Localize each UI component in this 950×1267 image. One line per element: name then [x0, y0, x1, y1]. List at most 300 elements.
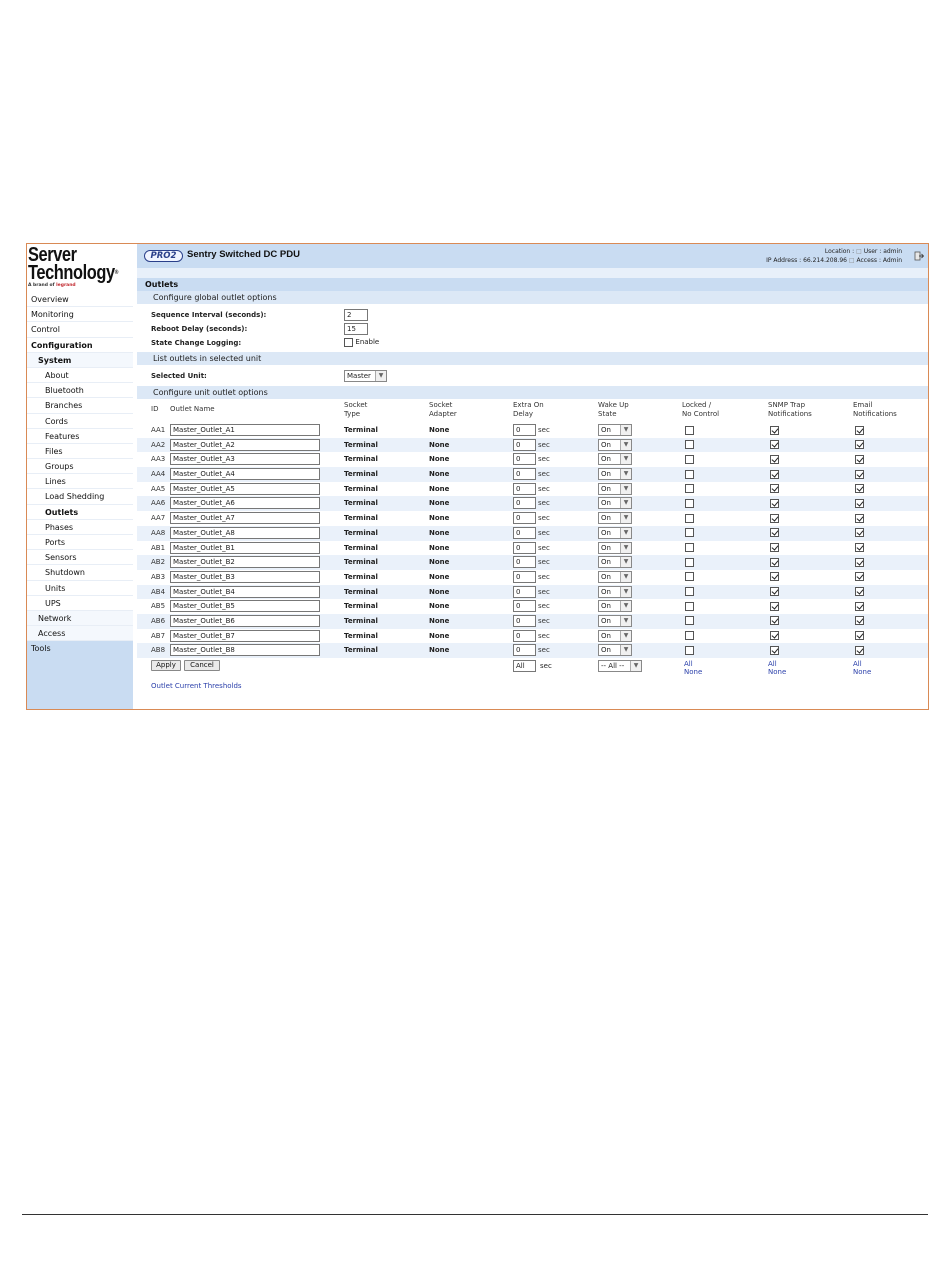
state-logging-enable-label: Enable	[355, 338, 380, 346]
snmp-checkbox[interactable]	[770, 426, 779, 435]
delay-unit: sec	[538, 558, 550, 567]
snmp-checkbox[interactable]	[770, 558, 779, 567]
socket-type: Terminal	[344, 440, 378, 449]
locked-checkbox[interactable]	[685, 528, 694, 537]
app-window	[26, 243, 929, 710]
col-email-line2: Notifications	[853, 409, 897, 418]
snmp-checkbox[interactable]	[770, 646, 779, 655]
outlet-id: AA6	[151, 499, 166, 508]
chevron-down-icon: ▼	[620, 513, 631, 523]
locked-checkbox[interactable]	[685, 587, 694, 596]
logo-registered: ®	[114, 270, 118, 276]
email-all-link[interactable]: All	[853, 660, 862, 668]
sidebar-item-sensors[interactable]: Sensors	[27, 550, 133, 565]
table-row	[137, 452, 928, 467]
chevron-down-icon: ▼	[620, 425, 631, 435]
outlet-name-input[interactable]: Master_Outlet_A6	[170, 497, 320, 509]
extra-delay-input[interactable]: 0	[513, 586, 536, 598]
thresholds-row	[137, 678, 928, 692]
socket-type: Terminal	[344, 470, 378, 479]
outlet-id: AA2	[151, 440, 166, 449]
wake-state-select[interactable]	[598, 453, 632, 465]
extra-delay-input[interactable]: 0	[513, 615, 536, 627]
wake-state-select[interactable]	[598, 542, 632, 554]
delay-unit: sec	[538, 572, 550, 581]
wake-state-select[interactable]	[598, 439, 632, 451]
wake-state-value: On	[601, 440, 611, 449]
wake-state-value: On	[601, 631, 611, 640]
extra-delay-input[interactable]: 0	[513, 497, 536, 509]
wake-state-select[interactable]	[598, 497, 632, 509]
selected-unit-row	[137, 369, 928, 385]
extra-delay-input[interactable]: 0	[513, 542, 536, 554]
sidebar-item-overview[interactable]: Overview	[27, 292, 133, 307]
outlet-name-input[interactable]: Master_Outlet_A5	[170, 483, 320, 495]
server-technology-logo	[27, 244, 133, 292]
socket-type: Terminal	[344, 543, 378, 552]
outlet-id: AB3	[151, 572, 166, 581]
email-checkbox[interactable]	[855, 587, 864, 596]
locked-checkbox[interactable]	[685, 470, 694, 479]
socket-type: Terminal	[344, 587, 378, 596]
col-socket-adapter	[429, 401, 457, 418]
locked-all-link[interactable]: All	[684, 660, 693, 668]
outlet-name-input[interactable]: Master_Outlet_B1	[170, 542, 320, 554]
outlet-name-input[interactable]: Master_Outlet_B7	[170, 630, 320, 642]
socket-adapter: None	[429, 470, 450, 479]
sidebar-item-bluetooth[interactable]: Bluetooth	[27, 383, 133, 398]
reboot-delay-label: Reboot Delay (seconds):	[151, 325, 248, 333]
wake-state-select[interactable]	[598, 571, 632, 583]
outlet-id: AA3	[151, 455, 166, 464]
chevron-down-icon: ▼	[620, 543, 631, 553]
email-checkbox[interactable]	[855, 470, 864, 479]
all-delay-input[interactable]: All	[513, 660, 536, 672]
table-row	[137, 526, 928, 541]
sidebar-item-about[interactable]: About	[27, 368, 133, 383]
extra-delay-input[interactable]: 0	[513, 630, 536, 642]
outlet-name-input[interactable]: Master_Outlet_A8	[170, 527, 320, 539]
wake-state-value: On	[601, 484, 611, 493]
chevron-down-icon: ▼	[620, 572, 631, 582]
logo-line-2-text: Technology	[28, 262, 115, 284]
location-label: Location :	[824, 248, 855, 255]
table-row	[137, 482, 928, 497]
sidebar-item-tools[interactable]: Tools	[27, 641, 133, 656]
socket-type: Terminal	[344, 499, 378, 508]
outlet-id: AA4	[151, 470, 166, 479]
wake-state-select[interactable]	[598, 556, 632, 568]
sidebar-item-cords[interactable]: Cords	[27, 414, 133, 429]
sidebar-item-groups[interactable]: Groups	[27, 459, 133, 474]
outlet-id: AA7	[151, 514, 166, 523]
socket-type: Terminal	[344, 646, 378, 655]
table-row	[137, 614, 928, 629]
sidebar-item-ups[interactable]: UPS	[27, 596, 133, 611]
page-rule	[22, 1214, 928, 1215]
delay-unit: sec	[538, 646, 550, 655]
email-checkbox[interactable]	[855, 484, 864, 493]
email-checkbox[interactable]	[855, 455, 864, 464]
snmp-none-link[interactable]: None	[768, 668, 787, 676]
col-snmp-line1: SNMP Trap	[768, 401, 806, 409]
extra-delay-input[interactable]: 0	[513, 439, 536, 451]
delay-unit: sec	[538, 426, 550, 434]
sidebar-item-files[interactable]: Files	[27, 444, 133, 459]
extra-delay-input[interactable]: 0	[513, 424, 536, 436]
sidebar-item-network[interactable]: Network	[27, 611, 133, 626]
table-row	[137, 629, 928, 644]
outlet-name-input[interactable]: Master_Outlet_B5	[170, 600, 320, 612]
chevron-down-icon: ▼	[620, 645, 631, 655]
extra-delay-input[interactable]: 0	[513, 453, 536, 465]
outlet-id: AA1	[151, 426, 166, 434]
socket-type: Terminal	[344, 426, 378, 434]
delay-unit: sec	[538, 455, 550, 464]
table-row	[137, 467, 928, 482]
table-row	[137, 599, 928, 614]
email-checkbox[interactable]	[855, 514, 864, 523]
socket-adapter: None	[429, 558, 450, 567]
chevron-down-icon: ▼	[620, 469, 631, 479]
chevron-down-icon: ▼	[630, 661, 641, 671]
chevron-down-icon: ▼	[620, 616, 631, 626]
outlet-name-input[interactable]: Master_Outlet_A1	[170, 424, 320, 436]
email-none-link[interactable]: None	[853, 668, 872, 676]
outlet-name-input[interactable]: Master_Outlet_B8	[170, 644, 320, 656]
chevron-down-icon: ▼	[620, 557, 631, 567]
logout-icon[interactable]	[914, 251, 924, 261]
sidebar-item-system[interactable]: System	[27, 353, 133, 368]
delay-unit: sec	[538, 440, 550, 449]
wake-state-value: On	[601, 470, 611, 479]
snmp-checkbox[interactable]	[770, 528, 779, 537]
locked-checkbox[interactable]	[685, 602, 694, 611]
user-label: User : admin	[863, 248, 902, 255]
socket-adapter: None	[429, 455, 450, 464]
outlet-name-input[interactable]: Master_Outlet_B3	[170, 571, 320, 583]
sidebar-item-lines[interactable]: Lines	[27, 474, 133, 489]
email-checkbox[interactable]	[855, 440, 864, 449]
socket-type: Terminal	[344, 558, 378, 567]
list-outlets-heading: List outlets in selected unit	[137, 352, 928, 365]
ip-address-label: IP Address : 66.214.208.96	[766, 256, 847, 264]
email-checkbox[interactable]	[855, 602, 864, 611]
col-locked-line1: Locked /	[682, 401, 712, 409]
outlet-id: AB4	[151, 587, 166, 596]
socket-adapter: None	[429, 426, 450, 434]
col-outlet-name: Outlet Name	[170, 405, 215, 413]
socket-adapter: None	[429, 616, 450, 625]
wake-state-select[interactable]	[598, 586, 632, 598]
main-content	[137, 278, 928, 692]
pro2-badge: PRO2	[144, 250, 183, 262]
outlet-name-input[interactable]: Master_Outlet_A7	[170, 512, 320, 524]
wake-state-value: On	[601, 587, 611, 596]
outlet-id: AB7	[151, 631, 166, 640]
snmp-checkbox[interactable]	[770, 543, 779, 552]
delay-unit: sec	[538, 602, 550, 611]
outlet-name-input[interactable]: Master_Outlet_A3	[170, 453, 320, 465]
wake-state-value: On	[601, 543, 611, 552]
locked-checkbox[interactable]	[685, 484, 694, 493]
delay-unit: sec	[538, 543, 550, 552]
reboot-delay-row	[137, 322, 928, 336]
email-checkbox[interactable]	[855, 572, 864, 581]
outlet-id: AA5	[151, 484, 166, 493]
wake-state-value: On	[601, 616, 611, 625]
delay-unit: sec	[538, 631, 550, 640]
locked-checkbox[interactable]	[685, 499, 694, 508]
table-row	[137, 511, 928, 526]
wake-state-select[interactable]	[598, 424, 632, 436]
snmp-checkbox[interactable]	[770, 455, 779, 464]
extra-delay-input[interactable]: 0	[513, 571, 536, 583]
wake-state-select[interactable]	[598, 630, 632, 642]
extra-delay-input[interactable]: 0	[513, 512, 536, 524]
wake-state-value: On	[601, 528, 611, 537]
logo-line-1: Server	[28, 244, 77, 266]
wake-state-value: On	[601, 455, 611, 464]
snmp-checkbox[interactable]	[770, 440, 779, 449]
product-title: Sentry Switched DC PDU	[187, 249, 300, 260]
logo-tagline-brand: legrand	[56, 283, 76, 288]
col-wake-state-line1: Wake Up	[598, 401, 629, 409]
col-socket-type-line2: Type	[344, 409, 361, 418]
sidebar-item-shutdown[interactable]: Shutdown	[27, 565, 133, 580]
header-subbar	[137, 268, 928, 278]
chevron-down-icon: ▼	[620, 631, 631, 641]
top-header	[137, 244, 928, 268]
state-logging-label: State Change Logging:	[151, 339, 242, 347]
apply-button[interactable]: Apply	[151, 660, 181, 671]
locked-checkbox[interactable]	[685, 631, 694, 640]
delay-unit: sec	[538, 514, 550, 523]
email-checkbox[interactable]	[855, 558, 864, 567]
outlet-name-input[interactable]: Master_Outlet_B4	[170, 586, 320, 598]
table-row	[137, 570, 928, 585]
snmp-checkbox[interactable]	[770, 631, 779, 640]
snmp-checkbox[interactable]	[770, 616, 779, 625]
table-header	[137, 399, 928, 423]
col-locked-line2: No Control	[682, 409, 720, 418]
wake-state-value: On	[601, 514, 611, 523]
socket-adapter: None	[429, 572, 450, 581]
table-row	[137, 541, 928, 556]
sequence-interval-input[interactable]: 2	[344, 309, 368, 321]
logo-tagline-prefix: A brand of	[28, 283, 57, 288]
selected-unit-value: Master	[347, 372, 371, 380]
sidebar-item-access[interactable]: Access	[27, 626, 133, 641]
email-checkbox[interactable]	[855, 528, 864, 537]
email-checkbox[interactable]	[855, 616, 864, 625]
wake-state-select[interactable]	[598, 615, 632, 627]
selected-unit-select[interactable]	[344, 370, 387, 382]
wake-state-select[interactable]	[598, 600, 632, 612]
socket-adapter: None	[429, 543, 450, 552]
locked-checkbox[interactable]	[685, 455, 694, 464]
col-extra-delay-line2: Delay	[513, 409, 534, 418]
locked-bulk-links	[684, 660, 702, 676]
wake-state-select[interactable]	[598, 512, 632, 524]
unit-options-heading: Configure unit outlet options	[137, 386, 928, 399]
locked-checkbox[interactable]	[685, 646, 694, 655]
sidebar-item-monitoring[interactable]: Monitoring	[27, 307, 133, 322]
chevron-down-icon: ▼	[620, 528, 631, 538]
extra-delay-input[interactable]: 0	[513, 527, 536, 539]
wake-state-select[interactable]	[598, 468, 632, 480]
extra-delay-input[interactable]: 0	[513, 468, 536, 480]
socket-adapter: None	[429, 528, 450, 537]
table-row	[137, 438, 928, 453]
page-title: Outlets	[137, 278, 928, 291]
sidebar-item-control[interactable]: Control	[27, 322, 133, 337]
table-row	[137, 555, 928, 570]
snmp-checkbox[interactable]	[770, 484, 779, 493]
access-label: Access : Admin	[856, 256, 902, 264]
socket-type: Terminal	[344, 616, 378, 625]
snmp-checkbox[interactable]	[770, 470, 779, 479]
socket-type: Terminal	[344, 572, 378, 581]
socket-adapter: None	[429, 587, 450, 596]
selected-unit-label: Selected Unit:	[151, 372, 207, 380]
locked-none-link[interactable]: None	[684, 668, 703, 676]
email-checkbox[interactable]	[855, 426, 864, 435]
col-snmp-line2: Notifications	[768, 409, 812, 418]
wake-state-value: On	[601, 558, 611, 567]
sidebar-item-branches[interactable]: Branches	[27, 398, 133, 413]
locked-checkbox[interactable]	[685, 440, 694, 449]
outlet-id: AB5	[151, 602, 166, 611]
wake-state-select[interactable]	[598, 483, 632, 495]
wake-state-value: On	[601, 499, 611, 508]
locked-checkbox[interactable]	[685, 426, 694, 435]
delay-unit: sec	[538, 587, 550, 596]
wake-state-select[interactable]	[598, 527, 632, 539]
delay-unit: sec	[538, 470, 550, 479]
col-wake-state	[598, 401, 629, 418]
chevron-down-icon: ▼	[375, 371, 386, 381]
socket-adapter: None	[429, 602, 450, 611]
sidebar-item-ports[interactable]: Ports	[27, 535, 133, 550]
chevron-down-icon: ▼	[620, 601, 631, 611]
col-id: ID	[151, 405, 159, 413]
table-row	[137, 423, 928, 438]
wake-state-value: On	[601, 646, 611, 655]
socket-type: Terminal	[344, 514, 378, 523]
snmp-checkbox[interactable]	[770, 602, 779, 611]
col-snmp	[768, 401, 812, 418]
col-socket-type-line1: Socket	[344, 401, 368, 409]
table-row	[137, 496, 928, 511]
col-wake-state-line2: State	[598, 409, 617, 418]
delay-unit: sec	[538, 616, 550, 625]
outlet-id: AB8	[151, 646, 166, 655]
wake-state-value: On	[601, 426, 611, 434]
col-email-line1: Email	[853, 401, 873, 409]
outlet-id: AB2	[151, 558, 166, 567]
socket-adapter: None	[429, 514, 450, 523]
wake-state-value: On	[601, 572, 611, 581]
snmp-checkbox[interactable]	[770, 587, 779, 596]
locked-checkbox[interactable]	[685, 616, 694, 625]
delay-unit: sec	[538, 528, 550, 537]
sidebar-item-load-shedding[interactable]: Load Shedding	[27, 489, 133, 504]
locked-checkbox[interactable]	[685, 514, 694, 523]
global-options-heading: Configure global outlet options	[137, 291, 928, 304]
all-delay-unit: sec	[540, 662, 552, 670]
extra-delay-input[interactable]: 0	[513, 644, 536, 656]
sidebar	[27, 244, 133, 709]
outlet-id: AB1	[151, 543, 166, 552]
locked-checkbox[interactable]	[685, 558, 694, 567]
snmp-checkbox[interactable]	[770, 572, 779, 581]
email-checkbox[interactable]	[855, 543, 864, 552]
sidebar-item-outlets[interactable]: Outlets	[27, 505, 133, 520]
locked-checkbox[interactable]	[685, 572, 694, 581]
outlet-name-input[interactable]: Master_Outlet_B6	[170, 615, 320, 627]
email-checkbox[interactable]	[855, 631, 864, 640]
outlet-current-thresholds-link[interactable]: Outlet Current Thresholds	[151, 682, 242, 690]
snmp-bulk-links	[768, 660, 786, 676]
chevron-down-icon: ▼	[620, 587, 631, 597]
socket-type: Terminal	[344, 631, 378, 640]
email-checkbox[interactable]	[855, 646, 864, 655]
snmp-all-link[interactable]: All	[768, 660, 777, 668]
table-row	[137, 585, 928, 600]
outlet-id: AB6	[151, 616, 166, 625]
delay-unit: sec	[538, 484, 550, 493]
sidebar-item-configuration[interactable]: Configuration	[27, 338, 133, 353]
outlet-name-input[interactable]: Master_Outlet_B2	[170, 556, 320, 568]
delay-unit: sec	[538, 499, 550, 508]
extra-delay-input[interactable]: 0	[513, 600, 536, 612]
col-email	[853, 401, 897, 418]
sequence-interval-row	[137, 308, 928, 322]
wake-state-select[interactable]	[598, 644, 632, 656]
state-logging-checkbox[interactable]	[344, 338, 353, 347]
socket-type: Terminal	[344, 528, 378, 537]
sidebar-item-features[interactable]: Features	[27, 429, 133, 444]
chevron-down-icon: ▼	[620, 454, 631, 464]
reboot-delay-input[interactable]: 15	[344, 323, 368, 335]
session-info: Location : □ User : admin IP Address : 66.214.208.96 □ Access : Admin	[766, 248, 902, 264]
chevron-down-icon: ▼	[620, 484, 631, 494]
socket-adapter: None	[429, 440, 450, 449]
snmp-checkbox[interactable]	[770, 514, 779, 523]
col-extra-delay-line1: Extra On	[513, 401, 544, 409]
socket-type: Terminal	[344, 455, 378, 464]
col-socket-adapter-line2: Adapter	[429, 409, 457, 418]
socket-type: Terminal	[344, 602, 378, 611]
extra-delay-input[interactable]: 0	[513, 556, 536, 568]
table-row	[137, 643, 928, 658]
outlet-name-input[interactable]: Master_Outlet_A4	[170, 468, 320, 480]
wake-state-value: On	[601, 602, 611, 611]
email-bulk-links	[853, 660, 871, 676]
email-checkbox[interactable]	[855, 499, 864, 508]
sidebar-item-units[interactable]: Units	[27, 581, 133, 596]
cancel-button[interactable]: Cancel	[184, 660, 220, 671]
all-wake-select[interactable]	[598, 660, 642, 672]
socket-type: Terminal	[344, 484, 378, 493]
outlet-name-input[interactable]: Master_Outlet_A2	[170, 439, 320, 451]
locked-checkbox[interactable]	[685, 543, 694, 552]
sidebar-item-phases[interactable]: Phases	[27, 520, 133, 535]
extra-delay-input[interactable]: 0	[513, 483, 536, 495]
socket-adapter: None	[429, 631, 450, 640]
snmp-checkbox[interactable]	[770, 499, 779, 508]
